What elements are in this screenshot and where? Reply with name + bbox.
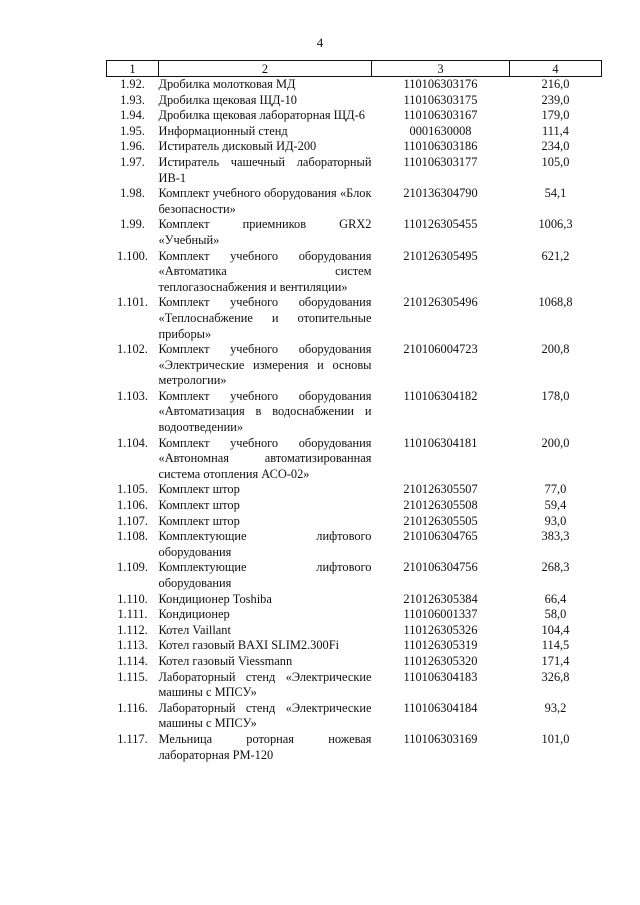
- row-number: 1.112.: [117, 622, 148, 637]
- item-name: Истиратель дисковый ИД-200: [158, 139, 317, 154]
- row-number: 1.95.: [120, 123, 145, 138]
- item-name: Мельница роторная ножевая лабораторная РМ-120: [158, 731, 372, 762]
- inventory-code: 210126305507: [403, 482, 478, 497]
- inventory-code: 110106303175: [403, 92, 478, 107]
- inventory-code: 110106303186: [403, 139, 478, 154]
- inventory-code: 110106304184: [403, 700, 478, 715]
- item-name: Лабораторный стенд «Электрические машины с МПСУ»: [158, 700, 372, 731]
- table-row: [107, 124, 602, 140]
- row-number: 1.117.: [117, 731, 148, 746]
- table-row: [107, 295, 602, 342]
- inventory-code: 210126305505: [403, 513, 478, 528]
- item-value: 1068,8: [538, 295, 573, 310]
- item-name: Комплект штор: [158, 498, 240, 513]
- item-value: 93,0: [544, 513, 567, 528]
- item-value: 101,0: [541, 731, 570, 746]
- row-number: 1.103.: [117, 388, 148, 403]
- item-value: 200,0: [541, 435, 570, 450]
- row-number: 1.114.: [117, 653, 148, 668]
- table-row: [107, 389, 602, 436]
- item-name: Комплект штор: [158, 482, 240, 497]
- item-value: 171,4: [541, 653, 570, 668]
- row-number: 1.111.: [117, 607, 148, 622]
- item-name: Кондиционер: [158, 607, 230, 622]
- table-row: [107, 249, 602, 296]
- item-name: Котел Vaillant: [158, 622, 231, 637]
- table-row: [107, 623, 602, 639]
- table-row: [107, 139, 602, 155]
- table-row: [107, 482, 602, 498]
- inventory-code: 110126305320: [403, 653, 478, 668]
- table-row: [107, 560, 602, 591]
- item-value: 216,0: [541, 77, 570, 91]
- item-value: 59,4: [544, 498, 567, 513]
- item-value: 77,0: [544, 482, 567, 497]
- row-number: 1.107.: [117, 513, 148, 528]
- item-name: Дробилка щековая ЩД-10: [158, 92, 297, 107]
- column-header-3: 3: [372, 61, 510, 77]
- table-row: [107, 498, 602, 514]
- table-row: [107, 217, 602, 248]
- inventory-code: 210106304756: [403, 560, 478, 575]
- page-number: 4: [316, 35, 324, 50]
- item-name: Дробилка щековая лабораторная ЩД-6: [158, 108, 365, 123]
- item-value: 111,4: [542, 123, 569, 138]
- row-number: 1.98.: [120, 186, 145, 201]
- inventory-code: 110106303176: [403, 77, 478, 91]
- item-value: 105,0: [541, 154, 570, 169]
- table-row: [107, 701, 602, 732]
- table-row: [107, 670, 602, 701]
- row-number: 1.109.: [117, 560, 148, 575]
- table-body: [107, 77, 602, 764]
- inventory-code: 110126305319: [403, 638, 478, 653]
- item-name: Комплект учебного оборудования «Автономная автоматизированная система отопления АСО-02»: [158, 435, 372, 481]
- item-name: Котел газовый BAXI SLIM2.300Fi: [158, 638, 340, 653]
- table-row: [107, 108, 602, 124]
- inventory-code: 0001630008: [409, 123, 472, 138]
- table-row: [107, 342, 602, 389]
- inventory-code: 210106304765: [403, 529, 478, 544]
- row-number: 1.106.: [117, 498, 148, 513]
- inventory-code: 210126305495: [403, 248, 478, 263]
- item-value: 93,2: [544, 700, 567, 715]
- item-name: Комплектующие лифтового оборудования: [158, 560, 372, 590]
- table-row: [107, 155, 602, 186]
- inventory-code: 210136304790: [403, 186, 478, 201]
- inventory-code: 110106303167: [403, 108, 478, 123]
- inventory-code: 210106004723: [403, 342, 478, 357]
- item-name: Комплектующие лифтового оборудования: [158, 529, 372, 559]
- item-name: Комплект приемников GRX2 «Учебный»: [158, 217, 372, 247]
- row-number: 1.93.: [120, 92, 145, 107]
- inventory-code: 110106304181: [403, 435, 478, 450]
- item-name: Комплект учебного оборудования «Теплоснабжение и отопительные приборы»: [158, 295, 372, 341]
- row-number: 1.92.: [120, 77, 145, 91]
- item-value: 383,3: [541, 529, 570, 544]
- item-value: 1006,3: [538, 217, 573, 232]
- row-number: 1.113.: [117, 638, 148, 653]
- row-number: 1.110.: [117, 591, 148, 606]
- item-value: 621,2: [541, 248, 570, 263]
- inventory-code: 210126305384: [403, 591, 478, 606]
- column-header-2: 2: [159, 61, 372, 77]
- row-number: 1.115.: [117, 669, 148, 684]
- item-value: 58,0: [544, 607, 567, 622]
- table-header-row: [107, 61, 602, 77]
- item-value: 200,8: [541, 342, 570, 357]
- row-number: 1.108.: [117, 529, 148, 544]
- row-number: 1.105.: [117, 482, 148, 497]
- column-header-4: 4: [510, 61, 602, 77]
- item-value: 104,4: [541, 622, 570, 637]
- item-name: Информационный стенд: [158, 123, 288, 138]
- row-number: 1.104.: [117, 435, 148, 450]
- item-value: 234,0: [541, 139, 570, 154]
- item-name: Комплект учебного оборудования «Блок безопасности»: [158, 186, 372, 216]
- item-value: 178,0: [541, 388, 570, 403]
- table-row: [107, 607, 602, 623]
- item-name: Комплект учебного оборудования «Автоматика систем теплогазоснабжения и вентиляции»: [158, 248, 372, 294]
- row-number: 1.97.: [120, 154, 145, 169]
- row-number: 1.100.: [117, 248, 148, 263]
- row-number: 1.96.: [120, 139, 145, 154]
- item-value: 54,1: [544, 186, 567, 201]
- table-row: [107, 638, 602, 654]
- inventory-code: 110106304183: [403, 669, 478, 684]
- row-number: 1.101.: [117, 295, 148, 310]
- item-name: Комплект учебного оборудования «Электрические измерения и основы метрологии»: [158, 342, 372, 388]
- table-row: [107, 93, 602, 109]
- item-name: Комплект учебного оборудования «Автоматизация в водоснабжении и водоотведении»: [158, 388, 372, 435]
- item-value: 114,5: [541, 638, 570, 653]
- item-name: Дробилка молотковая МД: [158, 77, 296, 91]
- item-value: 239,0: [541, 92, 570, 107]
- row-number: 1.99.: [120, 217, 145, 232]
- inventory-code: 110106001337: [403, 607, 478, 622]
- inventory-code: 110106303177: [403, 154, 478, 169]
- item-name: Лабораторный стенд «Электрические машины с МПСУ»: [158, 669, 372, 700]
- inventory-code: 210126305496: [403, 295, 478, 310]
- row-number: 1.102.: [117, 342, 148, 357]
- table-row: [107, 529, 602, 560]
- inventory-code: 110126305326: [403, 622, 478, 637]
- table-row: [107, 592, 602, 608]
- item-value: 179,0: [541, 108, 570, 123]
- inventory-code: 110106303169: [403, 731, 478, 746]
- item-value: 66,4: [544, 591, 567, 606]
- item-value: 268,3: [541, 560, 570, 575]
- inventory-code: 110106304182: [403, 388, 478, 403]
- table-row: [107, 654, 602, 670]
- table-row: [107, 186, 602, 217]
- item-value: 326,8: [541, 669, 570, 684]
- table-row: [107, 436, 602, 483]
- row-number: 1.94.: [120, 108, 145, 123]
- item-name: Комплект штор: [158, 513, 240, 528]
- item-name: Истиратель чашечный лабораторный ИВ-1: [158, 154, 372, 185]
- row-number: 1.116.: [117, 700, 148, 715]
- inventory-code: 210126305508: [403, 498, 478, 513]
- table-row: [107, 77, 602, 93]
- item-name: Кондиционер Toshiba: [158, 591, 272, 606]
- item-name: Котел газовый Viessmann: [158, 653, 293, 668]
- table-row: [107, 732, 602, 763]
- column-header-1: 1: [107, 61, 159, 77]
- inventory-table: [106, 60, 602, 763]
- inventory-code: 110126305455: [403, 217, 478, 232]
- table-row: [107, 514, 602, 530]
